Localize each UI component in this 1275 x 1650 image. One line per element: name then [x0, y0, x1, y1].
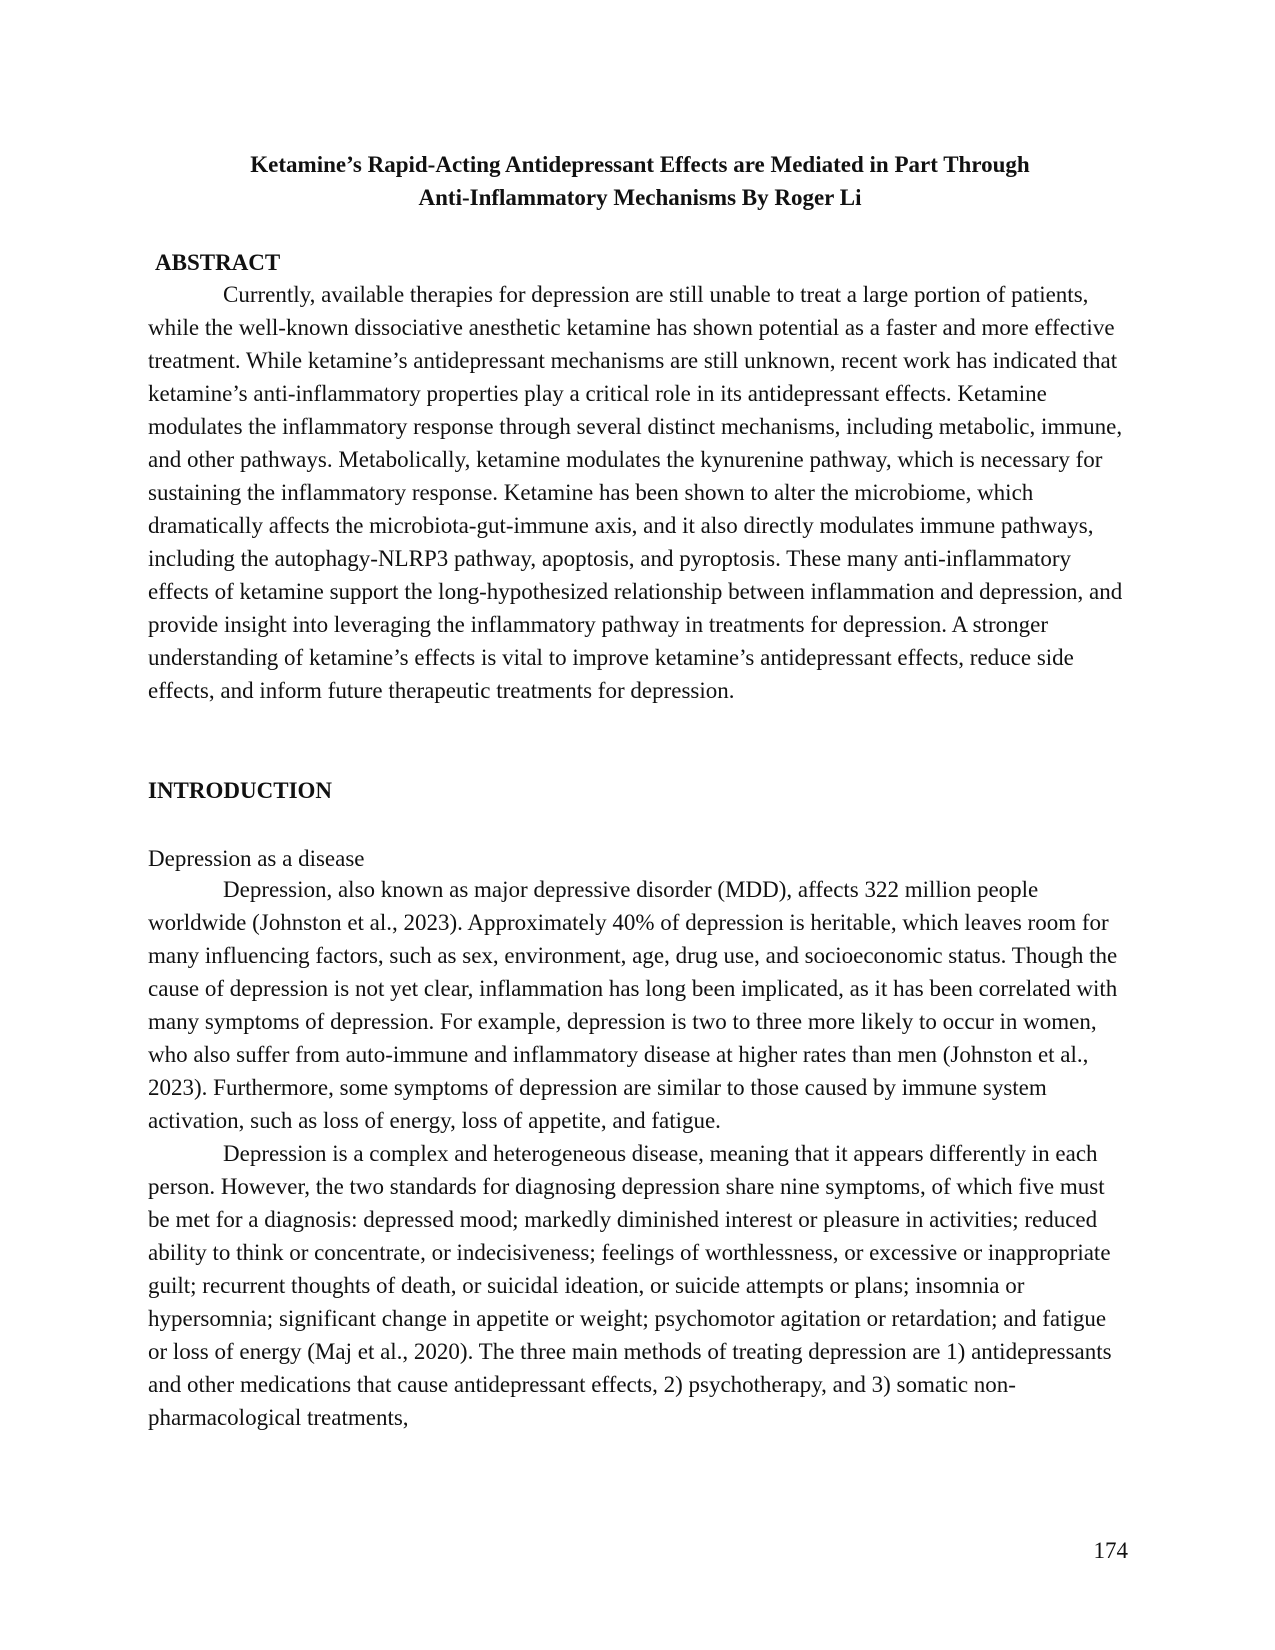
abstract-paragraph: Currently, available therapies for depression are still unable to treat a large portion of patients, while the well-known dissociative anesthetic ketamine has shown potential as a faster and more effective treatment. While ketamine’s antidepressant mechanisms are still unknown, recent work has indicated that ketamine’s anti-inflammatory properties play a critical role in its antidepressant effects. Ketamine modulates the inflammatory response through several distinct mechanisms, including metabolic, immune, and other pathways. Metabolically, ketamine modulates the kynurenine pathway, which is necessary for sustaining the inflammatory response. Ketamine has been shown to alter the microbiome, which dramatically affects the microbiota-gut-immune axis, and it also directly modulates immune pathways, including the autophagy-NLRP3 pathway, apoptosis, and pyroptosis. These many anti-inflammatory effects of ketamine support the long-hypothesized relationship between inflammation and depression, and provide insight into leveraging the inflammatory pathway in treatments for depression. A stronger understanding of ketamine’s effects is vital to improve ketamine’s antidepressant effects, reduce side effects, and inform future therapeutic treatments for depression. [148, 282, 1123, 703]
abstract-body [148, 278, 1128, 707]
page-number: 174 [1093, 1538, 1128, 1563]
paper-title [150, 148, 1130, 214]
introduction-body [148, 873, 1128, 1434]
title-line-1: Ketamine’s Rapid-Acting Antidepressant Effects are Mediated in Part Through [250, 152, 1030, 177]
section-subheading: Depression as a disease [148, 846, 365, 871]
intro-paragraph-1: Depression, also known as major depressive disorder (MDD), affects 322 million people worldwide (Johnston et al., 2023). Approximately 40% of depression is heritable, which leaves room for many influencing factors, such as sex, environment, age, drug use, and socioeconomic status. Though the cause of depression is not yet clear, inflammation has long been implicated, as it has been correlated with many symptoms of depression. For example, depression is two to three more likely to occur in women, who also suffer from auto-immune and inflammatory disease at higher rates than men (Johnston et al., 2023). Furthermore, some symptoms of depression are similar to those caused by immune system activation, such as loss of energy, loss of appetite, and fatigue. [148, 877, 1118, 1133]
introduction-heading: INTRODUCTION [148, 778, 333, 803]
title-line-2: Anti-Inflammatory Mechanisms By Roger Li [418, 185, 862, 210]
abstract-heading: ABSTRACT [155, 250, 281, 275]
intro-paragraph-2: Depression is a complex and heterogeneous disease, meaning that it appears differently in each person. However, the two standards for diagnosing depression share nine symptoms, of which five must be met for a diagnosis: depressed mood; markedly diminished interest or pleasure in activities; reduced ability to think or concentrate, or indecisiveness; feelings of worthlessness, or excessive or inappropriate guilt; recurrent thoughts of death, or suicidal ideation, or suicide attempts or plans; insomnia or hypersomnia; significant change in appetite or weight; psychomotor agitation or retardation; and fatigue or loss of energy (Maj et al., 2020). The three main methods of treating depression are 1) antidepressants and other medications that cause antidepressant effects, 2) psychotherapy, and 3) somatic non-pharmacological treatments, [148, 1141, 1112, 1430]
